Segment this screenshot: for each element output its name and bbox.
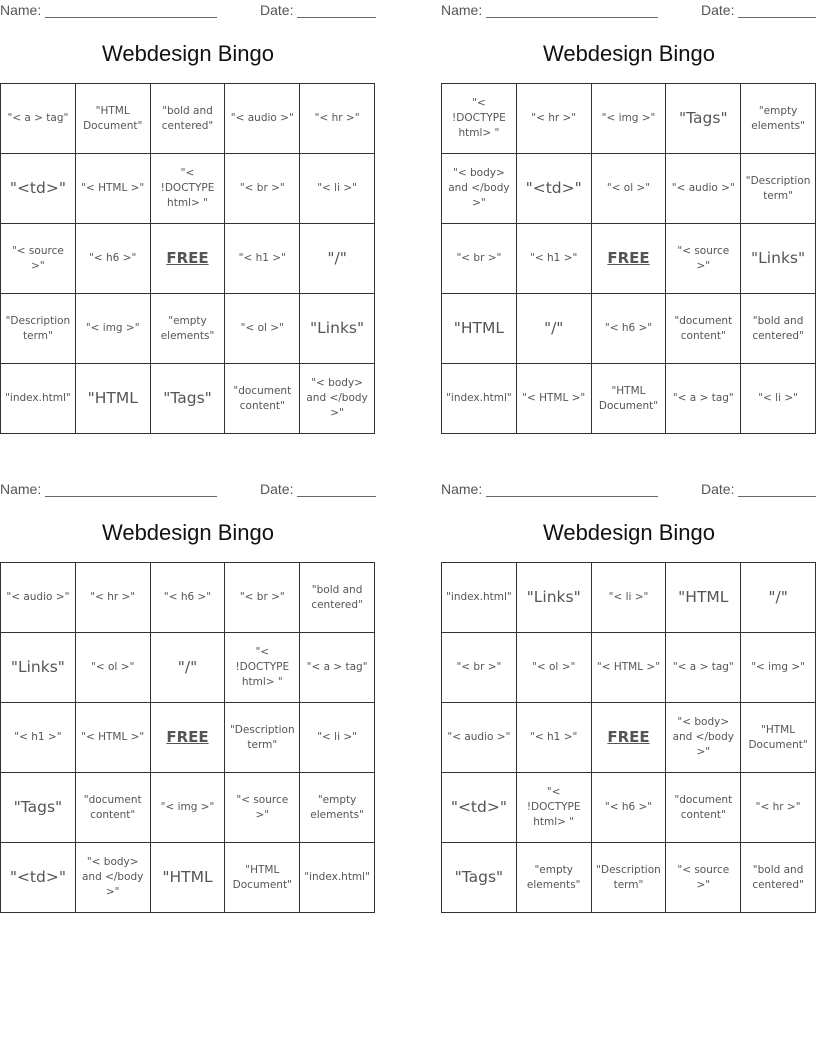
name-label: Name: <box>441 481 483 497</box>
bingo-cell: "document content" <box>225 364 300 434</box>
free-space-cell: FREE <box>592 703 667 773</box>
bingo-cell: "< !DOCTYPE html> " <box>517 773 592 843</box>
bingo-cell: "Tags" <box>666 84 741 154</box>
bingo-cell: "< h6 >" <box>592 294 667 364</box>
bingo-cell: "empty elements" <box>741 84 816 154</box>
bingo-cell: "HTML Document" <box>225 843 300 913</box>
bingo-cell: "bold and centered" <box>300 563 375 633</box>
bingo-cell: "Links" <box>1 633 76 703</box>
bingo-cell: "< !DOCTYPE html> " <box>151 154 226 224</box>
bingo-cell: "Tags" <box>1 773 76 843</box>
bingo-cell: "Tags" <box>151 364 226 434</box>
bingo-cell: "< HTML >" <box>517 364 592 434</box>
bingo-cell: "Description term" <box>592 843 667 913</box>
bingo-cell: "< a > tag" <box>666 364 741 434</box>
bingo-cell: "< a > tag" <box>1 84 76 154</box>
bingo-cell: "< li >" <box>741 364 816 434</box>
bingo-cell: "< br >" <box>442 633 517 703</box>
bingo-cell: "< img >" <box>741 633 816 703</box>
bingo-cell: "< h1 >" <box>1 703 76 773</box>
bingo-cell: "< source >" <box>1 224 76 294</box>
name-label: Name: <box>441 2 483 18</box>
bingo-cell: "< source >" <box>666 224 741 294</box>
bingo-cell: "< audio >" <box>225 84 300 154</box>
name-blank-line <box>45 17 217 18</box>
name-blank-line <box>486 496 658 497</box>
date-blank-line <box>297 496 376 497</box>
bingo-cell: "< h1 >" <box>517 703 592 773</box>
bingo-cell: "< body> and </body >" <box>442 154 517 224</box>
bingo-cell: "< ol >" <box>517 633 592 703</box>
bingo-cell: "empty elements" <box>300 773 375 843</box>
bingo-cell: "<td>" <box>517 154 592 224</box>
bingo-cell: "/" <box>741 563 816 633</box>
bingo-cell: "<td>" <box>442 773 517 843</box>
bingo-cell: "document content" <box>666 773 741 843</box>
free-space-cell: FREE <box>151 224 226 294</box>
bingo-cell: "< !DOCTYPE html> " <box>225 633 300 703</box>
bingo-cell: "< ol >" <box>225 294 300 364</box>
bingo-cell: "bold and centered" <box>741 843 816 913</box>
bingo-cell: "Description term" <box>1 294 76 364</box>
bingo-cell: "index.html" <box>300 843 375 913</box>
bingo-grid <box>0 83 375 434</box>
date-blank-line <box>297 17 376 18</box>
bingo-cell: "index.html" <box>1 364 76 434</box>
bingo-cell: "/" <box>300 224 375 294</box>
bingo-cell: "< li >" <box>592 563 667 633</box>
bingo-cell: "< a > tag" <box>666 633 741 703</box>
bingo-cell: "< hr >" <box>517 84 592 154</box>
bingo-cell: "< HTML >" <box>76 154 151 224</box>
bingo-cell: "< ol >" <box>592 154 667 224</box>
name-label: Name: <box>0 481 42 497</box>
bingo-grid <box>441 83 816 434</box>
bingo-cell: "< img >" <box>76 294 151 364</box>
bingo-card <box>441 0 816 434</box>
free-space-cell: FREE <box>592 224 667 294</box>
bingo-cell: "< body> and </body >" <box>300 364 375 434</box>
bingo-cell: "< HTML >" <box>76 703 151 773</box>
bingo-cell: "< hr >" <box>76 563 151 633</box>
name-blank-line <box>486 17 658 18</box>
bingo-cell: "HTML Document" <box>76 84 151 154</box>
bingo-cell: "< h6 >" <box>151 563 226 633</box>
name-date-row <box>441 2 816 22</box>
bingo-cell: "< audio >" <box>666 154 741 224</box>
bingo-cell: "HTML <box>442 294 517 364</box>
bingo-cell: "Links" <box>517 563 592 633</box>
date-blank-line <box>738 496 816 497</box>
bingo-cell: "Links" <box>741 224 816 294</box>
bingo-cell: "< li >" <box>300 703 375 773</box>
bingo-cell: "Description term" <box>225 703 300 773</box>
bingo-cell: "< source >" <box>225 773 300 843</box>
bingo-cell: "document content" <box>666 294 741 364</box>
card-title: Webdesign Bingo <box>542 41 716 66</box>
bingo-cell: "< body> and </body >" <box>76 843 151 913</box>
date-label: Date: <box>701 2 735 18</box>
bingo-cell: "< h1 >" <box>225 224 300 294</box>
name-date-row <box>0 2 376 22</box>
bingo-cell: "HTML Document" <box>592 364 667 434</box>
bingo-cell: "index.html" <box>442 563 517 633</box>
bingo-cell: "< !DOCTYPE html> " <box>442 84 517 154</box>
free-space-cell: FREE <box>151 703 226 773</box>
name-blank-line <box>45 496 217 497</box>
bingo-card <box>0 479 376 913</box>
bingo-cell: "< audio >" <box>1 563 76 633</box>
bingo-cell: "/" <box>151 633 226 703</box>
bingo-cell: "/" <box>517 294 592 364</box>
card-title: Webdesign Bingo <box>101 520 275 545</box>
card-title: Webdesign Bingo <box>542 520 716 545</box>
bingo-cell: "HTML <box>76 364 151 434</box>
bingo-card <box>441 479 816 913</box>
name-label: Name: <box>0 2 42 18</box>
bingo-cell: "< hr >" <box>741 773 816 843</box>
name-date-row <box>0 481 376 501</box>
bingo-cell: "<td>" <box>1 843 76 913</box>
bingo-cell: "< h6 >" <box>76 224 151 294</box>
date-blank-line <box>738 17 816 18</box>
bingo-cell: "< HTML >" <box>592 633 667 703</box>
date-label: Date: <box>701 481 735 497</box>
bingo-cell: "< ol >" <box>76 633 151 703</box>
bingo-cell: "HTML Document" <box>741 703 816 773</box>
bingo-cell: "< h1 >" <box>517 224 592 294</box>
bingo-card <box>0 0 376 434</box>
bingo-grid <box>441 562 816 913</box>
date-label: Date: <box>260 481 294 497</box>
card-title: Webdesign Bingo <box>101 41 275 66</box>
bingo-cell: "< source >" <box>666 843 741 913</box>
bingo-cell: "< img >" <box>151 773 226 843</box>
bingo-cell: "index.html" <box>442 364 517 434</box>
bingo-cell: "Description term" <box>741 154 816 224</box>
bingo-cell: "< hr >" <box>300 84 375 154</box>
bingo-cell: "HTML <box>151 843 226 913</box>
bingo-cell: "< h6 >" <box>592 773 667 843</box>
bingo-cell: "empty elements" <box>151 294 226 364</box>
bingo-cell: "< img >" <box>592 84 667 154</box>
bingo-cell: "HTML <box>666 563 741 633</box>
date-label: Date: <box>260 2 294 18</box>
bingo-cell: "bold and centered" <box>741 294 816 364</box>
bingo-cell: "< body> and </body >" <box>666 703 741 773</box>
bingo-cell: "<td>" <box>1 154 76 224</box>
bingo-cell: "< br >" <box>225 154 300 224</box>
bingo-cell: "< li >" <box>300 154 375 224</box>
bingo-cell: "empty elements" <box>517 843 592 913</box>
bingo-cell: "Links" <box>300 294 375 364</box>
bingo-grid <box>0 562 375 913</box>
bingo-cell: "< a > tag" <box>300 633 375 703</box>
bingo-cell: "< br >" <box>442 224 517 294</box>
bingo-cell: "document content" <box>76 773 151 843</box>
bingo-cell: "bold and centered" <box>151 84 226 154</box>
bingo-cell: "< br >" <box>225 563 300 633</box>
bingo-cell: "< audio >" <box>442 703 517 773</box>
name-date-row <box>441 481 816 501</box>
bingo-cell: "Tags" <box>442 843 517 913</box>
